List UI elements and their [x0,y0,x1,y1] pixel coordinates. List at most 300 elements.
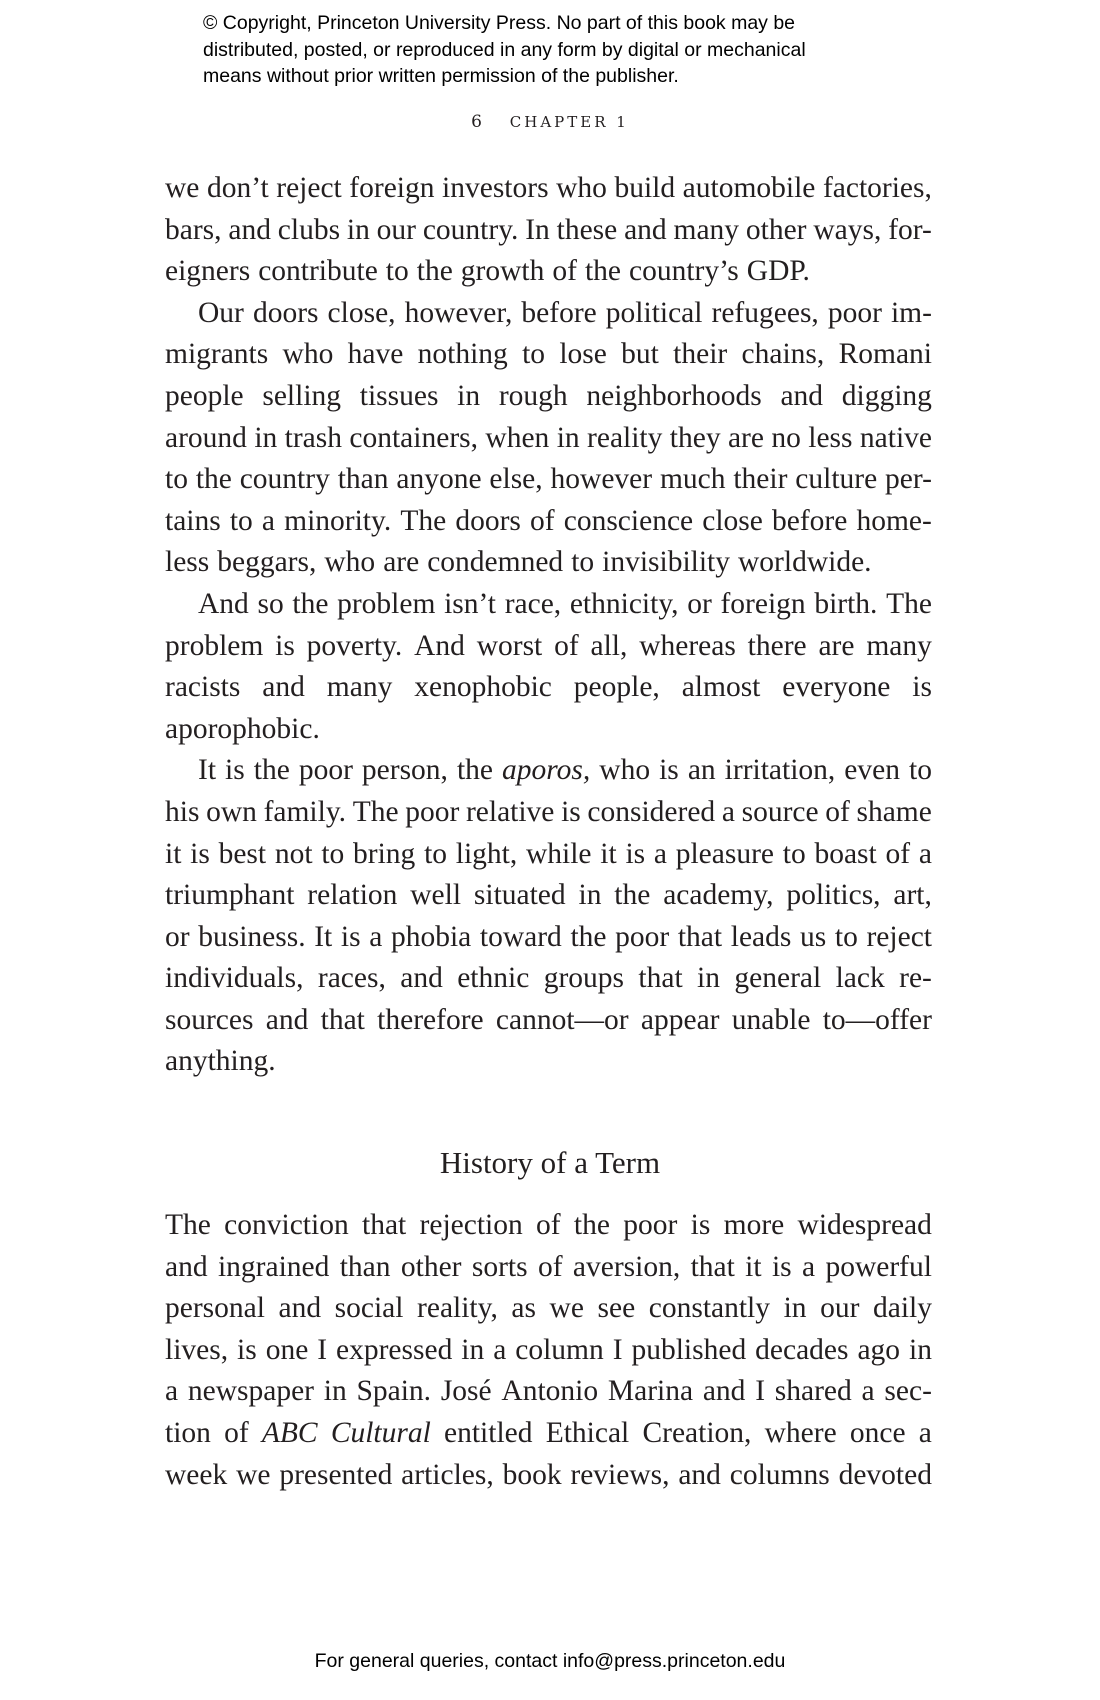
running-head [0,112,1100,132]
copyright-line: distributed, posted, or reproduced in any form by digital or mechanical [203,38,806,61]
word: triumphant [165,879,295,912]
word: Cultural [330,1416,431,1449]
word: I [612,1333,623,1366]
word: the [292,587,329,620]
word: GDP. [746,255,810,288]
word: devoted [838,1458,932,1491]
word: a [165,1375,179,1408]
text-line [165,1288,932,1330]
word: no [771,421,801,454]
word: considered [587,795,716,828]
text-line [165,501,932,543]
word: clubs [277,213,341,246]
word: is [771,1250,792,1283]
word: groups [543,962,625,995]
word: to [782,837,806,870]
text-line [165,1000,932,1042]
word: entitled [444,1416,533,1449]
word: to [571,546,595,579]
word: ethnic [457,962,530,995]
word: cannot—or [495,1003,629,1036]
word: constantly [648,1292,771,1325]
word: much [659,463,726,496]
word: best [218,837,267,870]
word: native [859,421,932,454]
word: lack [835,962,885,995]
word: home- [856,504,932,537]
text-line [165,542,932,584]
word: of [537,1250,563,1283]
word: however, [404,296,513,329]
word: and [228,213,271,246]
word: a [918,1416,932,1449]
word: their [673,338,728,371]
word: in [323,1375,347,1408]
word: I [755,1375,766,1408]
word: conscience [563,504,694,537]
word: the [570,920,607,953]
word: unable [731,1003,811,1036]
word: aversion, [572,1250,681,1283]
text-line [165,709,932,751]
word: person, [361,754,448,787]
word: business. [198,920,306,953]
word: appear [640,1003,720,1036]
word: when [485,421,550,454]
word: around [165,421,247,454]
word: art, [893,879,932,912]
word: race, [504,587,562,620]
word: we [236,1458,271,1491]
word: ways, [813,213,882,246]
word: eigners [165,255,251,288]
word: shared [774,1375,852,1408]
word: to [909,754,932,787]
word: less [808,421,853,454]
word: sec- [884,1375,932,1408]
word: presented [279,1458,393,1491]
word: investors [442,172,549,204]
text-line [165,834,932,876]
word: column [515,1333,604,1366]
text-line [165,293,932,335]
word: is [340,920,361,953]
word: bring [353,837,416,870]
word: the [195,463,232,496]
word: sources [165,1003,254,1036]
text-line [165,210,932,252]
word: of [552,255,577,288]
word: minority. [284,504,392,537]
text-line [165,1247,932,1289]
word: daily [872,1292,932,1325]
word: is [275,629,295,662]
word: whereas [639,629,736,662]
word: the [584,255,621,288]
word: academy, [663,879,774,912]
word: refugees, [711,296,819,329]
word: and [624,213,667,246]
word: worst [476,629,543,662]
word: expressed [336,1333,453,1366]
word: anyone [396,463,482,496]
text-line [165,917,932,959]
word: published [631,1333,747,1366]
section-heading: History of a Term [439,1145,661,1180]
word: powerful [825,1250,932,1283]
word: a [261,504,276,537]
word: in [346,213,370,246]
word: reviews, [570,1458,670,1491]
word: people, [573,671,660,704]
word: are [727,421,764,454]
word: a [493,1333,507,1366]
word: José [440,1375,492,1408]
text-line [165,875,932,917]
word: irritation, [724,754,836,787]
word: migrants [165,338,269,371]
word: leads [730,920,792,953]
word: And [198,587,249,620]
word: poor [615,920,670,953]
word: in [697,962,720,995]
word: is [237,1333,257,1366]
word: politics, [786,879,881,912]
word: for- [888,213,932,246]
word: to [385,255,409,288]
word: poor [623,1209,678,1241]
word: racists [165,671,241,704]
word: foreign [720,587,806,620]
text-line [165,168,932,210]
word: or [165,920,190,953]
word: problem [165,629,264,662]
word: Ethical [545,1416,630,1449]
word: else, [489,463,543,496]
word: to [522,338,546,371]
word: Spain. [356,1375,432,1408]
word: source [741,795,819,828]
word: more [723,1209,785,1241]
word: once [849,1416,906,1449]
word: are [818,629,855,662]
word: we [549,1292,584,1325]
word: in [909,1333,932,1366]
word: and [702,1375,746,1408]
word: The [400,504,447,537]
word: they [669,421,721,454]
word: our [820,1292,860,1325]
word: and [678,1458,721,1491]
word: so [257,587,284,620]
text-line [165,1041,932,1083]
word: reject [866,920,932,953]
word: rejection [419,1209,523,1241]
word: growth [460,255,545,288]
text-line [165,1455,932,1497]
word: the [456,754,493,787]
word: of [825,795,850,828]
word: an [687,754,716,787]
word: ABC [261,1416,318,1449]
word: pleasure [675,837,774,870]
word: close [702,504,763,537]
footer-contact: For general queries, contact info@press.princeton.edu [314,1650,786,1672]
word: columns [729,1458,830,1491]
word: that [362,1209,407,1241]
word: everyone [782,671,891,704]
word: invisibility [602,546,730,579]
word: Romani [838,338,932,371]
word: therefore [377,1003,484,1036]
text-line [165,958,932,1000]
word: bars, [165,213,222,246]
word: a [721,795,735,828]
word: The [886,587,932,620]
word: reality, [417,1292,498,1325]
word: relation [307,879,398,912]
word: other [400,1250,462,1283]
word: Our [198,296,244,329]
word: phobia [390,920,472,953]
word: who [282,338,334,371]
word: nothing [417,338,508,371]
text-line [165,667,932,709]
word: in [254,421,278,454]
word: have [347,338,404,371]
word: poor [827,296,882,329]
word: less [165,546,210,579]
word: birth. [814,587,878,620]
text-line [165,251,932,293]
word: is [625,837,646,870]
word: lose [559,338,607,371]
word: decades [755,1333,849,1366]
word: political [605,296,703,329]
word: contribute [258,255,378,288]
word: even [844,754,900,787]
word: a [653,837,667,870]
word: many [673,213,740,246]
word: It [314,920,333,953]
word: situated [473,879,566,912]
text-line [165,584,932,626]
word: social [334,1292,404,1325]
word: factories, [822,172,932,204]
word: selling [262,379,342,412]
word: im- [890,296,932,329]
word: is [225,754,245,787]
word: sorts [471,1250,528,1283]
word: in [578,879,602,912]
word: in [783,1292,807,1325]
word: of [530,504,555,537]
word: however [550,463,653,496]
word: re- [899,962,932,995]
word: before [521,296,597,329]
text-line [165,1371,932,1413]
word: of [224,1416,249,1449]
word: races, [317,962,386,995]
word: per- [885,463,932,496]
word: Antonio [501,1375,599,1408]
word: as [511,1292,536,1325]
word: are [383,546,420,579]
word: where [764,1416,837,1449]
word: In [525,213,550,246]
word: in [556,421,580,454]
word: and [165,1250,208,1283]
word: country’s [629,255,739,288]
word: there [747,629,807,662]
word: problem [337,587,436,620]
word: who [599,754,651,787]
word: many [326,671,393,704]
word: boast [814,837,877,870]
word: one [265,1333,309,1366]
word: these [556,213,618,246]
word: condemned [427,546,564,579]
word: not [274,837,313,870]
word: it [165,837,182,870]
word: aporos, [502,754,591,787]
word: foreign [349,172,435,204]
word: rough [498,379,568,412]
word: worldwide. [738,546,872,579]
word: Marina [607,1375,694,1408]
word: And [414,629,465,662]
word: their [733,463,788,496]
word: tissues [359,379,439,412]
word: digging [841,379,932,412]
word: of [554,629,579,662]
word: that [320,1003,365,1036]
word: in [457,379,481,412]
word: newspaper [187,1375,314,1408]
word: ethnicity, [569,587,679,620]
word: anything. [165,1045,276,1078]
word: than [337,463,389,496]
word: week [165,1458,228,1491]
word: us [800,920,827,953]
word: and [278,1292,322,1325]
text-line [165,1413,932,1455]
word: is [912,671,932,704]
word: well [410,879,462,912]
word: while [525,837,592,870]
word: and [400,962,443,995]
word: his [165,795,200,828]
word: doors [455,504,521,537]
word: and [780,379,824,412]
word: all, [590,629,628,662]
word: reject [276,172,342,204]
word: individuals, [165,962,304,995]
word: general [734,962,822,995]
word: but [621,338,659,371]
text-line [165,1330,932,1372]
word: and [265,1003,309,1036]
word: The [352,795,399,828]
word: country [239,463,330,496]
word: is [561,795,581,828]
word: xenophobic [414,671,552,704]
word: ingrained [217,1250,330,1283]
text-line [165,459,932,501]
word: to [424,837,448,870]
word: of [536,1209,561,1241]
text-line [165,418,932,460]
word: shame [856,795,932,828]
word: a [918,837,932,870]
word: almost [681,671,761,704]
body-text-section-2 [165,1205,932,1496]
word: conviction [224,1209,349,1241]
word: to [321,837,345,870]
word: ago [857,1333,901,1366]
word: personal [165,1292,265,1325]
word: or [687,587,712,620]
word: that [638,962,683,995]
word: our [376,213,416,246]
word: containers, [349,421,478,454]
copyright-line: © Copyright, Princeton University Press. No part of this book may be [203,12,796,34]
word: build [614,172,676,204]
word: that [690,1250,735,1283]
word: many [866,629,932,662]
word: family. [263,795,347,828]
word: see [597,1292,636,1325]
word: poor [298,754,353,787]
word: it [600,837,617,870]
word: in [461,1333,485,1366]
chapter-label: CHAPTER 1 [509,113,629,131]
word: close, [327,296,396,329]
word: aporophobic. [165,712,320,745]
text-line [165,1205,932,1247]
word: widespread [797,1209,932,1241]
word: light, [455,837,518,870]
text-line [165,376,932,418]
word: to [229,504,253,537]
word: and [262,671,305,704]
word: automobile [682,172,816,204]
word: of [885,837,911,870]
word: is [659,754,679,787]
word: reality [587,421,663,454]
word: tains [165,504,221,537]
word: own [206,795,257,828]
word: relative [465,795,555,828]
word: who [324,546,376,579]
word: we [165,172,200,204]
word: a [861,1375,875,1408]
word: poverty. [306,629,403,662]
word: The [165,1209,211,1241]
word: I [317,1333,328,1366]
word: don’t [206,172,269,204]
word: to—offer [822,1003,932,1036]
word: people [165,379,244,412]
word: toward [479,920,562,953]
copyright-line: means without prior written permission of the publisher. [203,65,679,87]
word: who [556,172,607,204]
word: book [502,1458,562,1491]
word: a [801,1250,816,1283]
word: beggars, [217,546,317,579]
word: country. [422,213,519,246]
word: before [772,504,848,537]
